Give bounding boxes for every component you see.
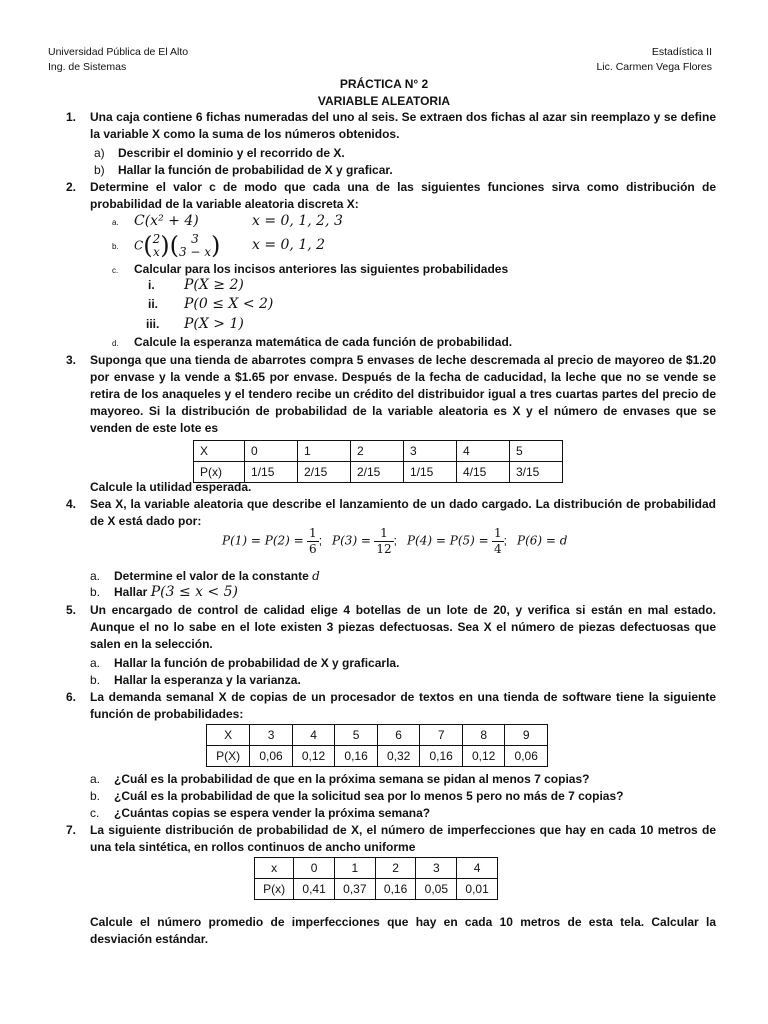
probability-expression: P(0 ≤ X < 2) [184, 296, 274, 312]
q4-item-a [90, 568, 320, 585]
binom-top: 3 [191, 232, 199, 246]
topic-title: VARIABLE ALEATORIA [317, 94, 451, 108]
table-cell: 6 [377, 725, 420, 746]
numerator: 1 [374, 526, 393, 542]
table-cell: 0,16 [420, 746, 463, 767]
table-cell: 3 [250, 725, 293, 746]
table-cell: 3/15 [509, 462, 562, 483]
table-cell: 0,12 [292, 746, 335, 767]
item-label: a. [90, 569, 101, 583]
table-cell: P(x) [255, 879, 294, 900]
fraction [492, 526, 504, 557]
question-number: 2. [66, 180, 77, 194]
table-row [255, 879, 498, 900]
q2-item-a [112, 213, 343, 231]
table-row [255, 858, 498, 879]
item-text: Determine el valor de la constante [114, 569, 309, 583]
table-cell: 0 [294, 858, 335, 879]
table-cell: X [194, 441, 245, 462]
table-row [207, 746, 548, 767]
table-cell: 4 [292, 725, 335, 746]
table-cell: 4 [457, 858, 498, 879]
table-cell: 9 [505, 725, 548, 746]
question-text: Determine el valor c de modo que cada una de las siguientes funciones sirva como distribución de probabilidad de la variable aleatoria discreta X: [90, 180, 716, 211]
practice-title: PRÁCTICA N° 2 [339, 77, 429, 91]
q6-item-a [90, 771, 589, 788]
table-cell: 0,06 [250, 746, 293, 767]
question-text: Una caja contiene 6 fichas numeradas del uno al seis. Se extraen dos fichas al azar sin reemplazo y se define la variable X como la suma de los números obtenidos. [90, 110, 716, 141]
formula-part: P(4) = P(5) = [406, 533, 489, 548]
separator: ; [318, 533, 323, 548]
table-cell: 0,12 [462, 746, 505, 767]
question-3 [66, 352, 716, 437]
item-label: a. [90, 656, 101, 670]
question-6 [66, 689, 716, 723]
item-label: ii. [148, 297, 159, 311]
item-text: ¿Cuál es la probabilidad de que en la próxima semana se pidan al menos 7 copias? [114, 772, 590, 786]
item-text: Describir el dominio y el recorrido de X. [118, 146, 345, 160]
binom-bottom: x [152, 245, 160, 259]
table-row [194, 441, 563, 462]
q1-item-b [94, 162, 393, 179]
item-label: b. [90, 673, 101, 687]
table-cell: 1 [298, 441, 351, 462]
table-cell: 5 [335, 725, 378, 746]
question-text: Sea X, la variable aleatoria que describe el lanzamiento de un dado cargado. La distribución de probabilidad de X está dado por: [90, 497, 716, 528]
denominator: 12 [376, 542, 392, 556]
q3-closing-text: Calcule la utilidad esperada. [90, 480, 252, 494]
q2-item-c-ii [148, 296, 273, 313]
question-5 [66, 602, 716, 653]
table-cell: 0,37 [334, 879, 375, 900]
question-1 [66, 109, 716, 143]
item-label: a. [90, 772, 101, 786]
fraction [307, 526, 319, 557]
constant-c: C [134, 238, 144, 253]
question-text: Suponga que una tienda de abarrotes compra 5 envases de leche descremada al precio de mayoreo de $1.20 por envase y la vende a $1.65 por envase. Después de la fecha de caducidad, la leche que no se vende se retira de los anaqueles y el tendero recibe un crédito del distribuidor igual a tres cuartas partes del precio de mayoreo. Si la distribución de probabilidad de la variable aleatoria es X y el número de envases que se venden de este lote es [90, 353, 716, 435]
item-label: a. [112, 218, 119, 227]
table-cell: 0,06 [505, 746, 548, 767]
q7-probability-table [254, 857, 498, 900]
formula-part: P(3) = [332, 533, 371, 548]
table-cell: 2/15 [350, 462, 403, 483]
table-cell: 1/15 [245, 462, 298, 483]
table-cell: 0,01 [457, 879, 498, 900]
item-text: Calcule la esperanza matemática de cada función de probabilidad. [134, 335, 513, 349]
q6-item-c [90, 805, 430, 822]
question-text: La siguiente distribución de probabilidad de X, el número de imperfecciones que hay en cada 10 metros de una tela sintética, en rollos continuos de ancho uniforme [90, 823, 716, 854]
item-label: d. [112, 339, 119, 348]
binomial-expression: C( 2 x )( 3 3 − x ) [134, 231, 221, 260]
item-text: ¿Cuántas copias se espera vender la próxima semana? [114, 806, 431, 820]
q2-item-c-iii [146, 316, 244, 333]
q6-item-b [90, 788, 623, 805]
item-text: Hallar la esperanza y la varianza. [114, 673, 301, 687]
table-cell: P(x) [194, 462, 245, 483]
separator: ; [503, 533, 508, 548]
question-7 [66, 822, 716, 856]
table-cell: 1 [334, 858, 375, 879]
q5-item-a [90, 655, 399, 672]
probability-expression: P(X ≥ 2) [184, 277, 244, 293]
binom-bottom: 3 − x [178, 245, 212, 259]
question-4 [66, 496, 716, 530]
question-number: 4. [66, 497, 77, 511]
function-domain: x = 0, 1, 2 [252, 237, 326, 253]
question-text: La demanda semanal X de copias de un procesador de textos en una tienda de software tiene la siguiente función de probabilidades: [90, 690, 716, 721]
probability-expression: P(3 ≤ x < 5) [150, 584, 239, 600]
q4-item-b [90, 584, 238, 601]
university-name: Universidad Pública de El Alto [48, 46, 189, 58]
item-label: b. [112, 242, 119, 252]
table-cell: 2 [350, 441, 403, 462]
table-row [207, 725, 548, 746]
question-number: 1. [66, 110, 77, 124]
instructor-name: Lic. Carmen Vega Flores [596, 61, 712, 73]
denominator: 6 [309, 542, 317, 556]
q7-closing-text: Calcule el número promedio de imperfecciones que hay en cada 10 metros de esta tela. Calcular la desviación estándar. [90, 915, 716, 946]
question-number: 5. [66, 603, 77, 617]
table-cell: 3 [416, 858, 457, 879]
item-text: Calcular para los incisos anteriores las siguientes probabilidades [134, 262, 509, 276]
question-2 [66, 179, 716, 213]
course-name: Estadística II [651, 46, 712, 58]
q6-probability-table [206, 724, 548, 767]
department: Ing. de Sistemas [48, 61, 127, 73]
item-label: b. [90, 789, 101, 803]
table-cell: 0,16 [335, 746, 378, 767]
formula-part: P(1) = P(2) = [222, 533, 304, 548]
question-number: 7. [66, 823, 77, 837]
item-text: ¿Cuál es la probabilidad de que la solicitud sea por lo menos 5 pero no más de 7 copias? [114, 789, 624, 803]
item-text: Hallar la función de probabilidad de X y graficarla. [114, 656, 400, 670]
item-label: iii. [146, 317, 160, 331]
q4-distribution-formula [222, 526, 567, 557]
item-label: b. [90, 585, 101, 599]
table-cell: 1/15 [403, 462, 456, 483]
table-cell: 0,16 [375, 879, 416, 900]
item-label: c. [90, 806, 100, 820]
table-cell: X [207, 725, 250, 746]
item-text: Hallar [114, 585, 148, 599]
item-label: i. [148, 278, 155, 292]
variable-d: d [312, 569, 320, 583]
table-cell: 0 [245, 441, 298, 462]
q2-item-b [112, 231, 326, 260]
q2-item-c-i [148, 277, 244, 294]
table-cell: x [255, 858, 294, 879]
numerator: 1 [309, 526, 317, 540]
question-number: 6. [66, 690, 77, 704]
q3-probability-table [193, 440, 563, 483]
fraction [374, 526, 393, 557]
separator: ; [393, 533, 397, 548]
formula-part: P(6) = d [517, 533, 568, 548]
question-text: Un encargado de control de calidad elige 4 botellas de un lote de 20, y verifica si están en mal estado. Aunque el no lo sabe en el lote existen 3 piezas defectuosas. Sea X el número de piezas defectuosas que salen en la selección. [90, 603, 716, 651]
table-cell: 0,32 [377, 746, 420, 767]
numerator: 1 [494, 526, 502, 540]
function-domain: x = 0, 1, 2, 3 [252, 213, 343, 229]
denominator: 4 [494, 542, 502, 556]
probability-expression: P(X > 1) [184, 316, 244, 332]
item-text: Hallar la función de probabilidad de X y graficar. [118, 163, 393, 177]
binom-top: 2 [152, 232, 161, 246]
q5-item-b [90, 672, 301, 689]
table-cell: P(X) [207, 746, 250, 767]
table-cell: 5 [509, 441, 562, 462]
table-cell: 8 [462, 725, 505, 746]
q2-item-d [112, 334, 512, 352]
table-cell: 4/15 [456, 462, 509, 483]
item-label: a) [94, 146, 105, 160]
table-cell: 2/15 [298, 462, 351, 483]
table-cell: 7 [420, 725, 463, 746]
table-cell: 4 [456, 441, 509, 462]
question-number: 3. [66, 353, 77, 367]
table-cell: 0,41 [294, 879, 335, 900]
item-label: c. [112, 266, 119, 275]
table-cell: 3 [403, 441, 456, 462]
table-cell: 0,05 [416, 879, 457, 900]
q1-item-a [94, 145, 345, 162]
table-cell: 2 [375, 858, 416, 879]
item-label: b) [94, 163, 105, 177]
function-expression: C(x² + 4) [134, 213, 199, 229]
